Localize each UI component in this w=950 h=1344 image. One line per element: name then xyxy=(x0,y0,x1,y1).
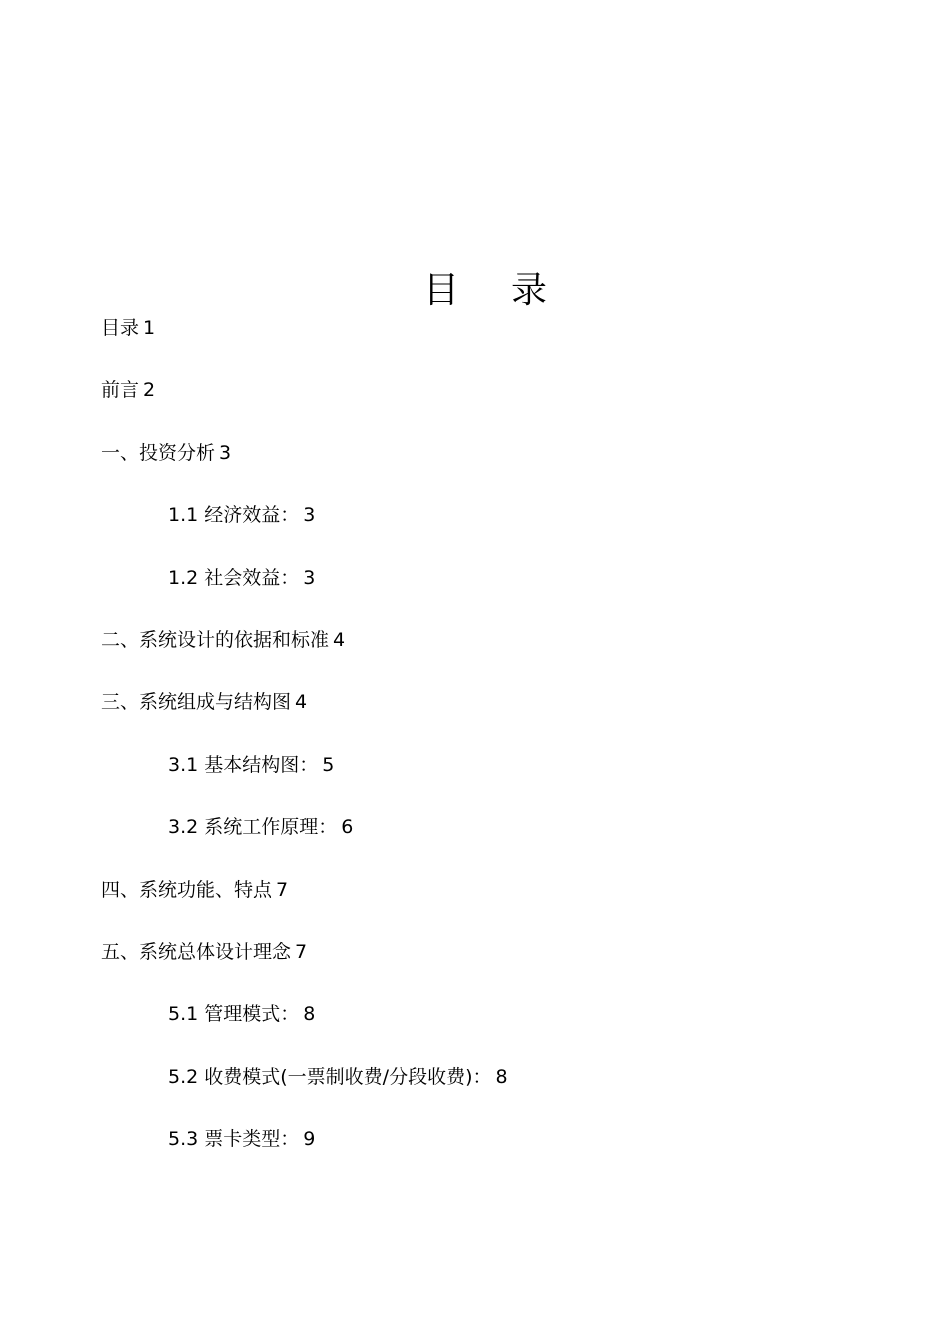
toc-entry[interactable] xyxy=(101,749,901,811)
toc-entry-page-number: 7 xyxy=(276,878,289,901)
toc-entry[interactable] xyxy=(101,312,901,374)
toc-entry[interactable] xyxy=(101,437,901,499)
toc-entry-label: 五、系统总体设计理念 xyxy=(101,940,292,963)
toc-entry-label: 3.1 基本结构图： xyxy=(168,753,319,776)
table-of-contents xyxy=(101,312,901,1185)
toc-entry-page-number: 3 xyxy=(303,566,316,589)
toc-entry[interactable] xyxy=(101,686,901,748)
toc-entry[interactable] xyxy=(101,998,901,1060)
toc-entry-label: 一、投资分析 xyxy=(101,441,216,464)
toc-entry[interactable] xyxy=(101,374,901,436)
toc-entry-page-number: 4 xyxy=(333,628,346,651)
toc-entry-page-number: 9 xyxy=(303,1128,316,1151)
toc-entry[interactable] xyxy=(101,499,901,561)
page-title xyxy=(0,266,950,316)
toc-entry-label: 5.2 收费模式(一票制收费/分段收费)： xyxy=(168,1065,492,1088)
toc-entry[interactable] xyxy=(101,624,901,686)
toc-entry-label: 三、系统组成与结构图 xyxy=(101,691,292,714)
toc-entry[interactable] xyxy=(101,1061,901,1123)
toc-entry-page-number: 1 xyxy=(143,317,156,339)
toc-entry-page-number: 4 xyxy=(295,691,308,714)
toc-entry-page-number: 6 xyxy=(341,816,354,839)
title-char-2: 录 xyxy=(511,270,548,312)
toc-entry-page-number: 8 xyxy=(303,1003,316,1026)
toc-entry-label: 四、系统功能、特点 xyxy=(101,878,273,901)
toc-entry-label: 3.2 系统工作原理： xyxy=(168,816,338,839)
title-char-1: 目 xyxy=(422,270,459,312)
toc-entry-label: 5.3 票卡类型： xyxy=(168,1128,300,1151)
toc-entry-page-number: 5 xyxy=(322,753,335,776)
toc-entry-label: 1.2 社会效益： xyxy=(168,566,300,589)
toc-entry[interactable] xyxy=(101,936,901,998)
toc-entry[interactable] xyxy=(101,874,901,936)
toc-entry-label: 前言 xyxy=(101,379,140,402)
toc-entry[interactable] xyxy=(101,1123,901,1185)
toc-entry-page-number: 2 xyxy=(143,379,156,402)
toc-entry-page-number: 8 xyxy=(495,1065,508,1088)
toc-entry-label: 二、系统设计的依据和标准 xyxy=(101,628,330,651)
toc-entry-page-number: 3 xyxy=(303,504,316,527)
toc-entry-label: 1.1 经济效益： xyxy=(168,504,300,527)
toc-entry-page-number: 7 xyxy=(295,940,308,963)
toc-entry[interactable] xyxy=(101,562,901,624)
toc-entry-label: 目录 xyxy=(101,317,140,339)
toc-entry-page-number: 3 xyxy=(219,441,232,464)
toc-entry-label: 5.1 管理模式： xyxy=(168,1003,300,1026)
toc-entry[interactable] xyxy=(101,811,901,873)
